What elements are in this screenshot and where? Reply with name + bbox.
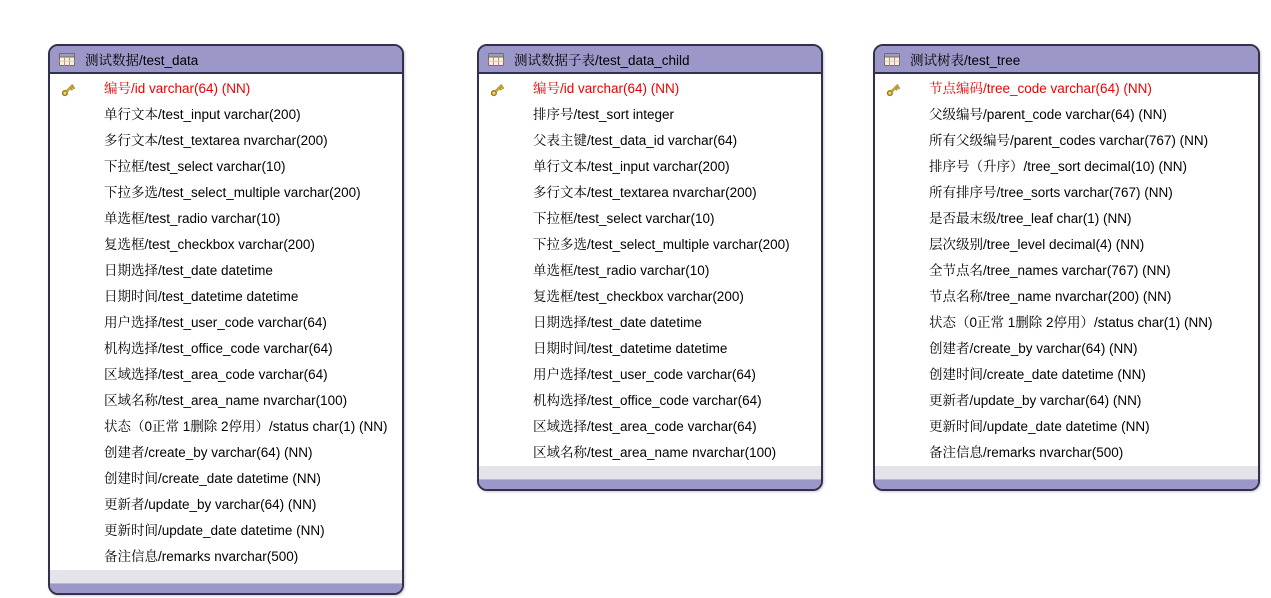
key-slot <box>60 471 76 487</box>
key-slot <box>60 263 76 279</box>
key-slot <box>885 185 901 201</box>
field-row[interactable] <box>875 414 1258 440</box>
key-slot <box>489 107 505 123</box>
key-slot <box>885 315 901 331</box>
key-slot <box>60 393 76 409</box>
field-label: 备注信息/remarks nvarchar(500) <box>929 445 1124 460</box>
field-row[interactable] <box>875 388 1258 414</box>
field-label: 日期选择/test_date datetime <box>104 263 273 278</box>
table-field-list <box>479 74 821 466</box>
field-label: 机构选择/test_office_code varchar(64) <box>104 341 333 356</box>
key-slot <box>60 419 76 435</box>
key-slot <box>489 133 505 149</box>
field-label: 创建者/create_by varchar(64) (NN) <box>929 341 1138 356</box>
key-slot <box>60 81 76 97</box>
field-label: 更新时间/update_date datetime (NN) <box>104 523 325 538</box>
field-row[interactable] <box>50 154 402 180</box>
key-slot <box>885 81 901 97</box>
key-slot <box>885 289 901 305</box>
field-row[interactable] <box>50 336 402 362</box>
key-slot <box>60 445 76 461</box>
field-row[interactable] <box>479 180 821 206</box>
key-slot <box>885 211 901 227</box>
field-label: 是否最末级/tree_leaf char(1) (NN) <box>929 211 1132 226</box>
field-row[interactable] <box>50 518 402 544</box>
field-label: 状态（0正常 1删除 2停用）/status char(1) (NN) <box>104 419 388 434</box>
key-slot <box>489 185 505 201</box>
table-footer-bar <box>50 583 402 593</box>
field-label: 下拉框/test_select varchar(10) <box>104 159 286 174</box>
field-row[interactable] <box>479 232 821 258</box>
field-row[interactable] <box>50 128 402 154</box>
field-label: 节点名称/tree_name nvarchar(200) (NN) <box>929 289 1172 304</box>
key-slot <box>60 367 76 383</box>
field-label: 日期时间/test_datetime datetime <box>104 289 299 304</box>
field-row[interactable] <box>50 258 402 284</box>
field-label: 创建者/create_by varchar(64) (NN) <box>104 445 313 460</box>
field-row[interactable] <box>875 310 1258 336</box>
field-label: 备注信息/remarks nvarchar(500) <box>104 549 299 564</box>
field-row[interactable] <box>50 102 402 128</box>
field-row[interactable] <box>875 180 1258 206</box>
field-label: 复选框/test_checkbox varchar(200) <box>533 289 744 304</box>
table-grid-icon <box>488 53 504 66</box>
key-slot <box>885 445 901 461</box>
key-slot <box>60 497 76 513</box>
field-label: 所有排序号/tree_sorts varchar(767) (NN) <box>929 185 1173 200</box>
field-row-primary-key[interactable] <box>479 76 821 102</box>
field-row[interactable] <box>875 206 1258 232</box>
field-row[interactable] <box>875 102 1258 128</box>
field-label: 多行文本/test_textarea nvarchar(200) <box>104 133 328 148</box>
key-slot <box>885 263 901 279</box>
table-field-list <box>50 74 402 570</box>
field-label: 更新者/update_by varchar(64) (NN) <box>929 393 1142 408</box>
field-row[interactable] <box>479 154 821 180</box>
field-row[interactable] <box>479 336 821 362</box>
field-label: 排序号/test_sort integer <box>533 107 675 122</box>
field-row[interactable] <box>50 466 402 492</box>
key-slot <box>885 367 901 383</box>
field-row[interactable] <box>50 440 402 466</box>
field-row[interactable] <box>479 102 821 128</box>
field-row[interactable] <box>50 414 402 440</box>
key-slot <box>489 237 505 253</box>
key-slot <box>885 237 901 253</box>
field-row[interactable] <box>875 362 1258 388</box>
field-label: 父级编号/parent_code varchar(64) (NN) <box>929 107 1167 122</box>
field-row[interactable] <box>875 128 1258 154</box>
table-header[interactable] <box>479 46 821 74</box>
field-row[interactable] <box>479 206 821 232</box>
field-label: 更新者/update_by varchar(64) (NN) <box>104 497 317 512</box>
table-grid-icon <box>59 53 75 66</box>
table-card-test-data-child[interactable] <box>477 44 823 491</box>
field-label: 下拉多选/test_select_multiple varchar(200) <box>533 237 790 252</box>
field-row[interactable] <box>875 258 1258 284</box>
table-footer-gray-strip <box>50 570 402 583</box>
key-slot <box>489 81 505 97</box>
key-slot <box>489 289 505 305</box>
table-title: 测试数据/test_data <box>85 53 199 68</box>
field-label: 下拉框/test_select varchar(10) <box>533 211 715 226</box>
field-label: 节点编码/tree_code varchar(64) (NN) <box>929 81 1152 96</box>
key-slot <box>885 107 901 123</box>
table-title: 测试树表/test_tree <box>910 53 1021 68</box>
field-label: 用户选择/test_user_code varchar(64) <box>104 315 327 330</box>
table-header[interactable] <box>875 46 1258 74</box>
field-row[interactable] <box>479 284 821 310</box>
key-slot <box>60 237 76 253</box>
field-label: 日期时间/test_datetime datetime <box>533 341 728 356</box>
primary-key-icon <box>489 82 505 98</box>
key-slot <box>60 289 76 305</box>
field-row[interactable] <box>50 492 402 518</box>
field-row[interactable] <box>875 284 1258 310</box>
field-label: 区域名称/test_area_name nvarchar(100) <box>104 393 348 408</box>
table-footer-gray-strip <box>479 466 821 479</box>
field-label: 多行文本/test_textarea nvarchar(200) <box>533 185 757 200</box>
table-card-test-tree[interactable] <box>873 44 1260 491</box>
key-slot <box>60 159 76 175</box>
field-row[interactable] <box>50 310 402 336</box>
key-slot <box>489 263 505 279</box>
field-row[interactable] <box>50 180 402 206</box>
field-row[interactable] <box>50 206 402 232</box>
field-row[interactable] <box>875 336 1258 362</box>
field-row[interactable] <box>50 544 402 570</box>
table-footer-gray-strip <box>875 466 1258 479</box>
key-slot <box>489 393 505 409</box>
field-row[interactable] <box>479 414 821 440</box>
field-row[interactable] <box>479 258 821 284</box>
field-label: 层次级别/tree_level decimal(4) (NN) <box>929 237 1145 252</box>
field-row-primary-key[interactable] <box>875 76 1258 102</box>
table-title: 测试数据子表/test_data_child <box>514 53 690 68</box>
field-label: 更新时间/update_date datetime (NN) <box>929 419 1150 434</box>
field-label: 编号/id varchar(64) (NN) <box>533 81 680 96</box>
field-row[interactable] <box>50 388 402 414</box>
field-row[interactable] <box>479 128 821 154</box>
table-footer-bar <box>875 479 1258 489</box>
primary-key-icon <box>60 82 76 98</box>
field-label: 创建时间/create_date datetime (NN) <box>104 471 321 486</box>
table-header[interactable] <box>50 46 402 74</box>
key-slot <box>885 341 901 357</box>
field-label: 单选框/test_radio varchar(10) <box>104 211 281 226</box>
field-label: 单行文本/test_input varchar(200) <box>104 107 301 122</box>
field-label: 状态（0正常 1删除 2停用）/status char(1) (NN) <box>929 315 1213 330</box>
key-slot <box>489 315 505 331</box>
key-slot <box>885 393 901 409</box>
key-slot <box>489 367 505 383</box>
field-label: 区域名称/test_area_name nvarchar(100) <box>533 445 777 460</box>
field-row[interactable] <box>50 362 402 388</box>
field-label: 创建时间/create_date datetime (NN) <box>929 367 1146 382</box>
field-label: 机构选择/test_office_code varchar(64) <box>533 393 762 408</box>
table-footer-bar <box>479 479 821 489</box>
key-slot <box>489 211 505 227</box>
field-row-primary-key[interactable] <box>50 76 402 102</box>
field-row[interactable] <box>479 362 821 388</box>
key-slot <box>489 159 505 175</box>
table-field-list <box>875 74 1258 466</box>
key-slot <box>60 133 76 149</box>
field-label: 区域选择/test_area_code varchar(64) <box>533 419 757 434</box>
key-slot <box>60 185 76 201</box>
field-label: 单行文本/test_input varchar(200) <box>533 159 730 174</box>
key-slot <box>885 419 901 435</box>
field-row[interactable] <box>50 284 402 310</box>
key-slot <box>489 419 505 435</box>
field-label: 所有父级编号/parent_codes varchar(767) (NN) <box>929 133 1209 148</box>
field-label: 全节点名/tree_names varchar(767) (NN) <box>929 263 1171 278</box>
key-slot <box>60 523 76 539</box>
field-label: 单选框/test_radio varchar(10) <box>533 263 710 278</box>
table-grid-icon <box>884 53 900 66</box>
field-row[interactable] <box>875 232 1258 258</box>
field-label: 下拉多选/test_select_multiple varchar(200) <box>104 185 361 200</box>
table-card-test-data[interactable] <box>48 44 404 595</box>
key-slot <box>885 133 901 149</box>
field-label: 排序号（升序）/tree_sort decimal(10) (NN) <box>929 159 1188 174</box>
key-slot <box>60 341 76 357</box>
field-label: 区域选择/test_area_code varchar(64) <box>104 367 328 382</box>
field-row[interactable] <box>875 154 1258 180</box>
key-slot <box>60 211 76 227</box>
primary-key-icon <box>885 82 901 98</box>
field-row[interactable] <box>50 232 402 258</box>
field-row[interactable] <box>479 310 821 336</box>
field-label: 日期选择/test_date datetime <box>533 315 702 330</box>
field-row[interactable] <box>479 388 821 414</box>
field-label: 复选框/test_checkbox varchar(200) <box>104 237 315 252</box>
key-slot <box>60 549 76 565</box>
field-row[interactable] <box>479 440 821 466</box>
key-slot <box>60 315 76 331</box>
field-label: 编号/id varchar(64) (NN) <box>104 81 251 96</box>
field-label: 用户选择/test_user_code varchar(64) <box>533 367 756 382</box>
key-slot <box>60 107 76 123</box>
field-label: 父表主键/test_data_id varchar(64) <box>533 133 738 148</box>
key-slot <box>489 341 505 357</box>
field-row[interactable] <box>875 440 1258 466</box>
key-slot <box>885 159 901 175</box>
key-slot <box>489 445 505 461</box>
